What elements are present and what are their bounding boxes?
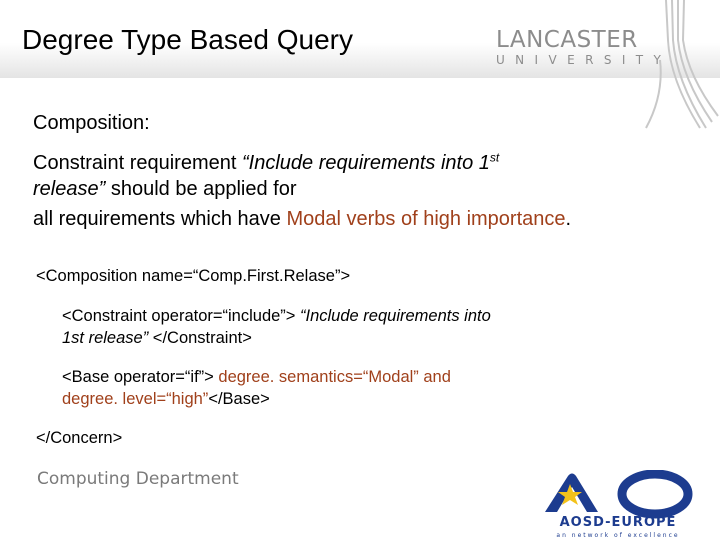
concern-close-tag: </Concern> [36,429,123,447]
footer-department: Computing Department [37,469,239,489]
logo-text-line2: UNIVERSITY [496,53,672,67]
base-close-tag: </Base> [208,390,270,408]
aosd-tagline-text: an network of excellence [556,532,680,539]
sentence-part1: Constraint requirement [33,152,242,174]
aosd-name-text: AOSD-EUROPE [559,515,677,530]
slide-title: Degree Type Based Query [22,24,354,55]
slide-body [33,110,693,232]
sentence-line3-part1: all requirements which have [33,208,287,230]
base-expression-a: degree. semantics=“Modal” and [218,368,451,386]
aosd-o-shape [622,474,688,514]
aosd-europe-logo [540,470,695,540]
sentence-line3 [33,206,571,232]
composition-open-tag: <Composition name=“Comp.First.Relase”> [36,267,351,285]
constraint-sentence [33,150,693,232]
constraint-text-b: 1st release” [62,329,149,347]
sentence-quote: “Include requirements into 1 [241,152,490,174]
composition-heading: Composition: [33,112,150,134]
constraint-text-a: “Include requirements into [300,307,491,325]
sentence-quote-line2: release” [33,178,106,200]
logo-text-line1: LANCASTER [496,27,638,53]
constraint-close-tag: </Constraint> [148,329,252,347]
lancaster-university-logo [496,27,672,67]
sentence-quote-sup: st [489,150,500,165]
sentence-line3-end: . [565,208,572,230]
base-open-tag: <Base operator=“if”> [62,368,219,386]
sentence-part2: should be applied for [105,178,297,200]
base-expression-b: degree. level=“high” [62,390,209,408]
base-element [62,366,622,410]
constraint-element [62,305,622,349]
sentence-accent: Modal verbs of high importance [286,208,566,230]
constraint-open-tag: <Constraint operator=“include”> [62,307,301,325]
